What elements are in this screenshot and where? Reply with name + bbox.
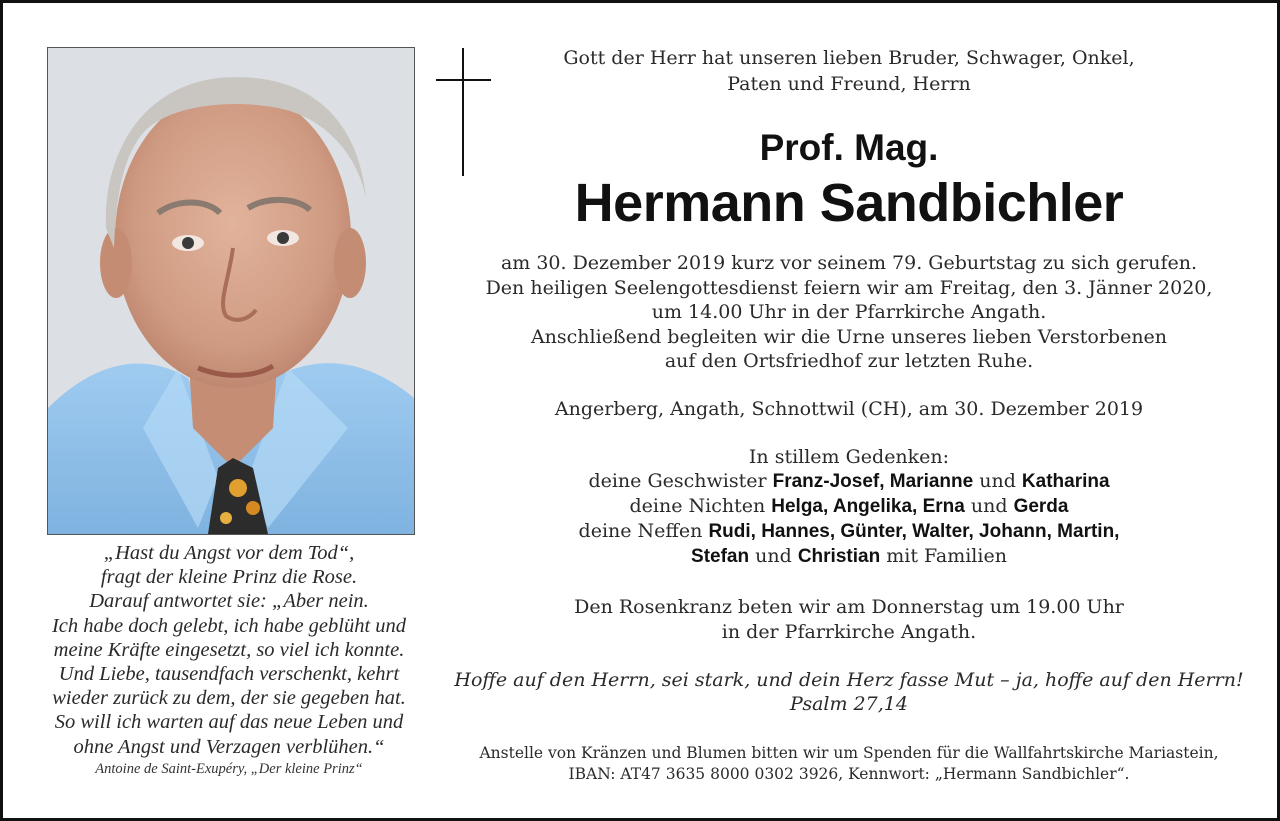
- psalm-line: Hoffe auf den Herrn, sei stark, und dein Herz fasse Mut – ja, hoffe auf den Herrn!: [454, 669, 1244, 691]
- rosary-text: [443, 595, 1255, 645]
- nephews2-names: Stefan: [691, 546, 750, 567]
- quote-block: [17, 541, 441, 759]
- announcement-line: Den heiligen Seelengottesdienst feiern wir am Freitag, den 3. Jänner 2020,: [485, 276, 1213, 299]
- donation-line: IBAN: AT47 3635 8000 0302 3926, Kennwort: „Hermann Sandbichler“.: [568, 765, 1130, 783]
- donation-line: Anstelle von Kränzen und Blumen bitten wir um Spenden für die Wallfahrtskirche Mariastein,: [479, 744, 1219, 762]
- quote-line: meine Kräfte eingesetzt, so viel ich konnte.: [53, 638, 405, 661]
- announcement-line: auf den Ortsfriedhof zur letzten Ruhe.: [664, 350, 1034, 372]
- portrait-illustration: [48, 48, 414, 534]
- quote-line: So will ich warten auf das neue Leben und: [54, 711, 404, 734]
- nieces-line: [443, 494, 1255, 519]
- memory-heading: In stillem Gedenken:: [748, 446, 950, 468]
- quote-line: fragt der kleine Prinz die Rose.: [100, 566, 358, 589]
- nephews-line-2: [443, 544, 1255, 569]
- psalm-reference: Psalm 27,14: [790, 693, 908, 715]
- rosary-line: in der Pfarrkirche Angath.: [721, 621, 977, 643]
- announcement-line: Anschließend begleiten wir die Urne unseres lieben Verstorbenen: [530, 325, 1168, 348]
- mourners-block: [443, 445, 1255, 569]
- deceased-name: Hermann Sandbichler: [574, 173, 1124, 233]
- academic-title: Prof. Mag.: [759, 127, 939, 168]
- nephews2-suffix: mit Familien: [880, 545, 1007, 567]
- donation-text: [443, 743, 1255, 785]
- intro-line: Paten und Freund, Herrn: [727, 73, 971, 95]
- nephews-line: [443, 519, 1255, 544]
- siblings-line: [443, 469, 1255, 494]
- nieces-last: Gerda: [1013, 496, 1069, 517]
- quote-line: ohne Angst und Verzagen verblühen.“: [73, 735, 385, 758]
- intro-text: [443, 45, 1255, 97]
- portrait-photo: [47, 47, 415, 535]
- siblings-names: Franz-Josef, Marianne: [772, 471, 974, 492]
- place-date: Angerberg, Angath, Schnottwil (CH), am 30. Dezember 2019: [554, 398, 1144, 420]
- siblings-and: und: [973, 470, 1022, 492]
- announcement-line: am 30. Dezember 2019 kurz vor seinem 79. Geburtstag zu sich gerufen.: [500, 252, 1198, 274]
- siblings-last: Katharina: [1021, 471, 1110, 492]
- nieces-names: Helga, Angelika, Erna: [771, 496, 965, 517]
- announcement-text: [443, 251, 1255, 374]
- quote-source: Antoine de Saint-Exupéry, „Der kleine Prinz“: [95, 761, 363, 777]
- psalm-quote: [443, 668, 1255, 716]
- quote-line: wieder zurück zu dem, der sie gegeben hat.: [52, 687, 406, 710]
- nephews-names: Rudi, Hannes, Günter, Walter, Johann, Martin,: [708, 521, 1120, 542]
- rosary-line: Den Rosenkranz beten wir am Donnerstag um 19.00 Uhr: [574, 596, 1124, 618]
- siblings-prefix: deine Geschwister: [588, 470, 773, 492]
- quote-line: „Hast du Angst vor dem Tod“,: [103, 542, 355, 564]
- quote-line: Ich habe doch gelebt, ich habe geblüht und: [51, 614, 407, 637]
- quote-line: Darauf antwortet sie: „Aber nein.: [89, 590, 369, 613]
- nieces-prefix: deine Nichten: [629, 495, 772, 517]
- intro-line: Gott der Herr hat unseren lieben Bruder, Schwager, Onkel,: [563, 47, 1135, 69]
- nieces-and: und: [964, 495, 1014, 517]
- nephews2-last: Christian: [797, 546, 881, 567]
- quote-line: Und Liebe, tausendfach verschenkt, kehrt: [58, 663, 400, 686]
- nephews-prefix: deine Neffen: [578, 520, 709, 542]
- nephews2-and: und: [749, 545, 798, 567]
- announcement-line: um 14.00 Uhr in der Pfarrkirche Angath.: [651, 301, 1047, 323]
